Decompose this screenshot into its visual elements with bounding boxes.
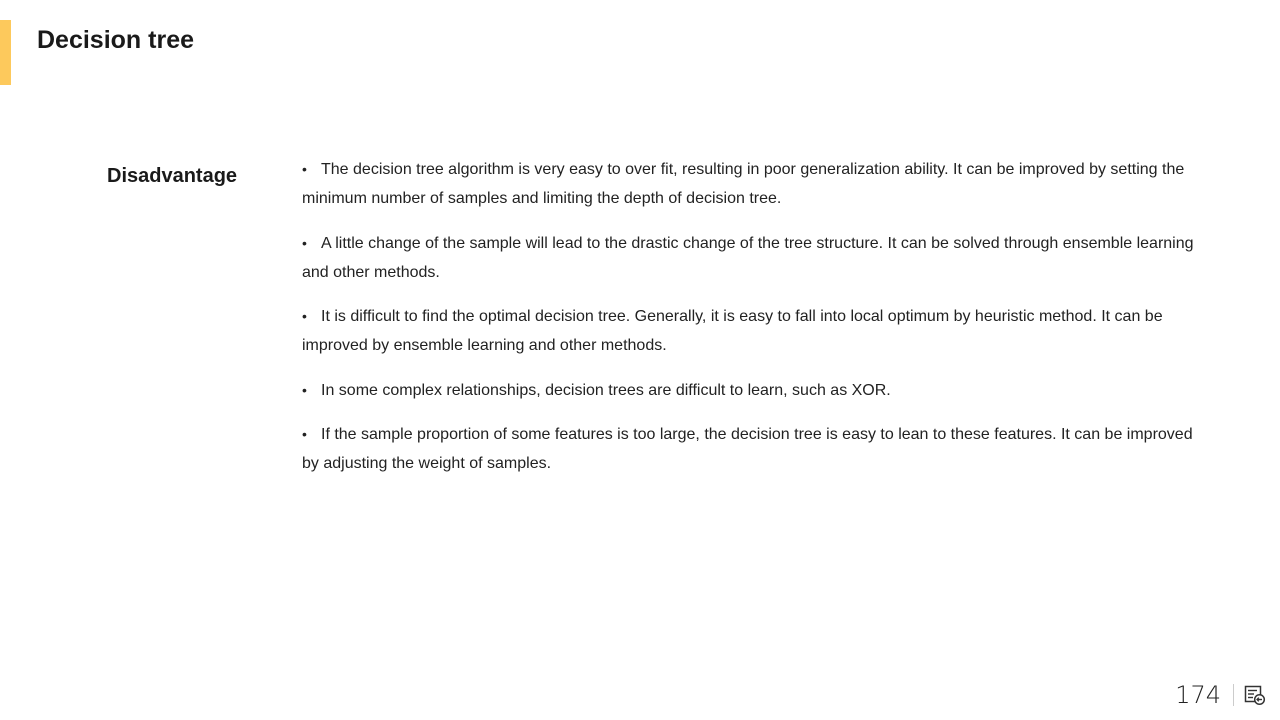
page-number: 174 bbox=[1175, 681, 1221, 709]
bullet-text: It is difficult to find the optimal decision tree. Generally, it is easy to fall into local optimum by heuristic method. It can be improved by ensemble learning and other methods. bbox=[302, 308, 1163, 354]
slide-footer bbox=[1175, 680, 1266, 710]
bullet-list bbox=[302, 155, 1197, 494]
bullet-text: The decision tree algorithm is very easy to over fit, resulting in poor generalization ability. It can be improved by setting the minimum number of samples and limiting the depth of decision tree. bbox=[302, 161, 1185, 207]
bullet-marker: • bbox=[302, 234, 307, 251]
title-accent-bar bbox=[0, 20, 11, 85]
bullet-item bbox=[302, 376, 1197, 405]
bullet-item bbox=[302, 302, 1197, 360]
bullet-item bbox=[302, 420, 1197, 478]
bullet-text: If the sample proportion of some features is too large, the decision tree is easy to lean to these features. It can be improved by adjusting the weight of samples. bbox=[302, 426, 1193, 472]
footer-divider bbox=[1233, 684, 1234, 706]
bullet-text: In some complex relationships, decision trees are difficult to learn, such as XOR. bbox=[321, 381, 891, 399]
bullet-item bbox=[302, 229, 1197, 287]
bullet-marker: • bbox=[302, 426, 307, 442]
slide-title: Decision tree bbox=[37, 26, 195, 54]
bullet-marker: • bbox=[302, 161, 307, 177]
bullet-item bbox=[302, 155, 1197, 213]
bullet-text: A little change of the sample will lead to the drastic change of the tree structure. It can be solved through ensemble learning and other methods. bbox=[302, 234, 1194, 281]
section-label: Disadvantage bbox=[107, 165, 238, 187]
bullet-marker: • bbox=[302, 381, 307, 398]
bullet-marker: • bbox=[302, 308, 307, 324]
slide-notes-icon[interactable] bbox=[1244, 684, 1266, 706]
